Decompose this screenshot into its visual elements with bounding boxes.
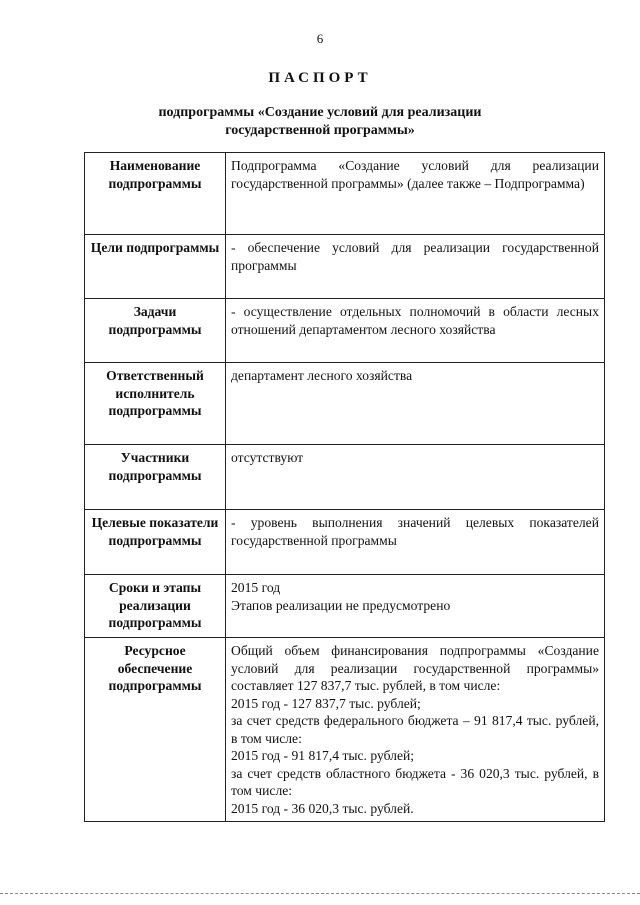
content-line: за счет средств областного бюджета - 36 020,3 тыс. рублей, в том числе: [231, 765, 599, 798]
row-content [226, 153, 605, 235]
passport-table [84, 152, 605, 822]
row-content [226, 363, 605, 445]
row-label: Цели подпрограммы [85, 235, 226, 299]
content-line: - уровень выполнения значений целевых показателей государственной программы [231, 515, 599, 548]
table-row [85, 638, 605, 822]
scan-edge-line [0, 893, 640, 895]
row-content [226, 299, 605, 363]
row-label: Задачи подпрограммы [85, 299, 226, 363]
row-label: Наименование подпрограммы [85, 153, 226, 235]
content-line: за счет средств федерального бюджета – 91 817,4 тыс. рублей, в том числе: [231, 713, 599, 746]
content-line: 2015 год - 36 020,3 тыс. рублей. [231, 800, 414, 816]
row-label: Сроки и этапы реализации подпрограммы [85, 575, 226, 638]
table-row [85, 153, 605, 235]
subtitle-line: подпрограммы «Создание условий для реализации [158, 105, 482, 120]
row-content [226, 510, 605, 575]
row-label: Ресурсное обеспечение подпрограммы [85, 638, 226, 822]
table-row [85, 299, 605, 363]
row-label: Целевые показатели подпрограммы [85, 510, 226, 575]
table-row [85, 363, 605, 445]
table-row [85, 445, 605, 510]
content-line: Этапов реализации не предусмотрено [231, 597, 451, 613]
table-row [85, 235, 605, 299]
content-line: отсутствуют [231, 450, 304, 465]
content-line: Подпрограмма «Создание условий для реализации государственной программы» (далее также – Подпрограмма) [231, 158, 599, 191]
document-title: ПАСПОРТ [268, 70, 372, 86]
content-line: Общий объем финансирования подпрограммы «Создание условий для реализации государственной программы» составляет 127 837,7 тыс. рублей, в том числе: [231, 643, 599, 693]
row-label: Ответственный исполнитель подпрограммы [85, 363, 226, 445]
subtitle-line: государственной программы» [225, 123, 415, 138]
table-row [85, 510, 605, 575]
content-line: 2015 год - 91 817,4 тыс. рублей; [231, 748, 415, 763]
row-content [226, 638, 605, 822]
content-line: 2015 год [231, 580, 281, 595]
table-row [85, 575, 605, 638]
document-subtitle [0, 104, 640, 140]
content-line: - осуществление отдельных полномочий в области лесных отношений департаментом лесного хозяйства [231, 304, 599, 337]
row-label: Участники подпрограммы [85, 445, 226, 510]
content-line: - обеспечение условий для реализации государственной программы [231, 240, 599, 273]
row-content [226, 235, 605, 299]
content-line: 2015 год - 127 837,7 тыс. рублей; [231, 695, 421, 711]
row-content [226, 445, 605, 510]
row-content [226, 575, 605, 638]
content-line: департамент лесного хозяйства [231, 368, 413, 383]
page-number: 6 [316, 31, 324, 46]
